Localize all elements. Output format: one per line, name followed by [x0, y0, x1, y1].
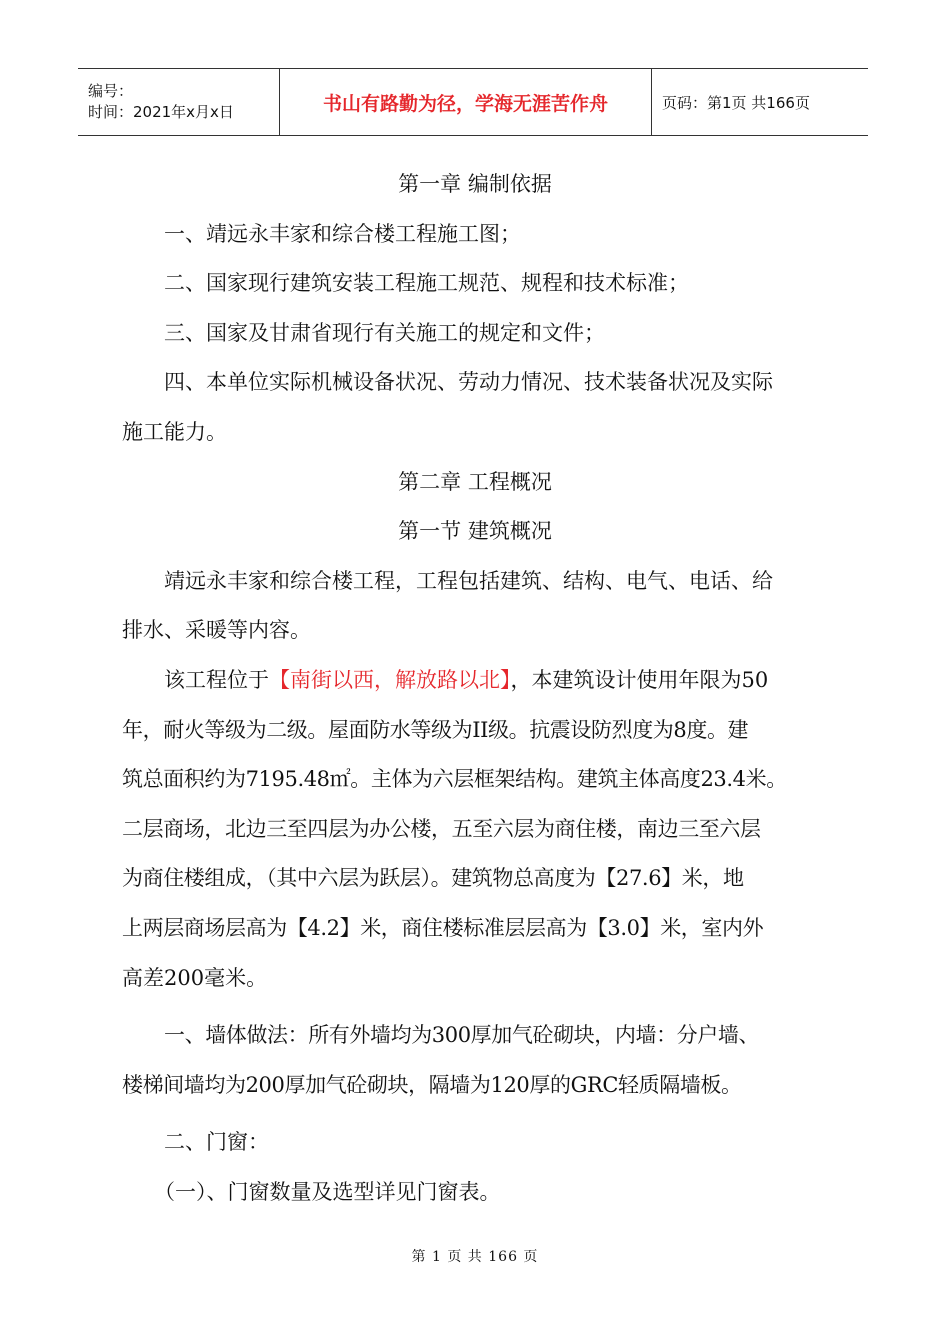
paragraph-line: 靖远永丰家和综合楼工程，工程包括建筑、结构、电气、电话、给: [164, 568, 773, 593]
basis-item: 四、本单位实际机械设备状况、劳动力情况、技术装备状况及实际: [164, 370, 773, 395]
paragraph-line: 为商住楼组成，（其中六层为跃层）。建筑物总高度为【27.6】米，地: [122, 866, 744, 891]
paragraph-line: 上两层商场层高为【4.2】米，商住楼标准层层高为【3.0】米，室内外: [122, 915, 764, 940]
location-highlight: 【南街以西，解放路以北】: [269, 667, 511, 692]
section-title: 第一节 建筑概况: [398, 519, 552, 544]
basis-item: 一、靖远永丰家和综合楼工程施工图；: [164, 221, 521, 246]
header-page-label: 页码：第1页 共166页: [662, 93, 810, 112]
location-prefix: 该工程位于: [164, 667, 269, 692]
paragraph-line: 排水、采暖等内容。: [122, 618, 311, 643]
paragraph-line: 筑总面积约为7195.48㎡。主体为六层框架结构。建筑主体高度23.4米。: [122, 767, 787, 792]
chapter-title: 第二章 工程概况: [398, 469, 552, 494]
subsection-heading: 二、门窗：: [164, 1130, 269, 1155]
paragraph-line: 二层商场，北边三至四层为办公楼，五至六层为商住楼，南边三至六层: [122, 816, 761, 841]
page-header: [78, 68, 868, 136]
basis-item-continued: 施工能力。: [122, 419, 227, 444]
document-number-label: 编号：: [88, 82, 134, 100]
header-motto: 书山有路勤为径，学海无涯苦作舟: [280, 69, 652, 135]
paragraph-line: （一）、门窗数量及选型详见门窗表。: [154, 1179, 501, 1204]
page-footer: 第 1 页 共 166 页: [411, 1249, 539, 1265]
paragraph-line: [122, 656, 828, 706]
document-body: [122, 160, 828, 1217]
basis-item: 二、国家现行建筑安装工程施工规范、规程和技术标准；: [164, 271, 689, 296]
paragraph-line: 年，耐火等级为二级。屋面防水等级为II级。抗震设防烈度为8度。建: [122, 717, 749, 742]
location-suffix: ，本建筑设计使用年限为50: [510, 667, 769, 692]
chapter-title: 第一章 编制依据: [398, 172, 552, 196]
paragraph-line: 一、墙体做法：所有外墙均为300厚加气砼砌块，内墙：分户墙、: [164, 1023, 760, 1048]
document-date-label: 时间：2021年x月x日: [88, 103, 234, 121]
header-meta: [78, 69, 280, 135]
basis-item: 三、国家及甘肃省现行有关施工的规定和文件；: [164, 320, 605, 345]
paragraph-line: 高差200毫米。: [122, 965, 268, 990]
paragraph-line: 楼梯间墙均为200厚加气砼砌块，隔墙为120厚的GRC轻质隔墙板。: [122, 1072, 742, 1097]
